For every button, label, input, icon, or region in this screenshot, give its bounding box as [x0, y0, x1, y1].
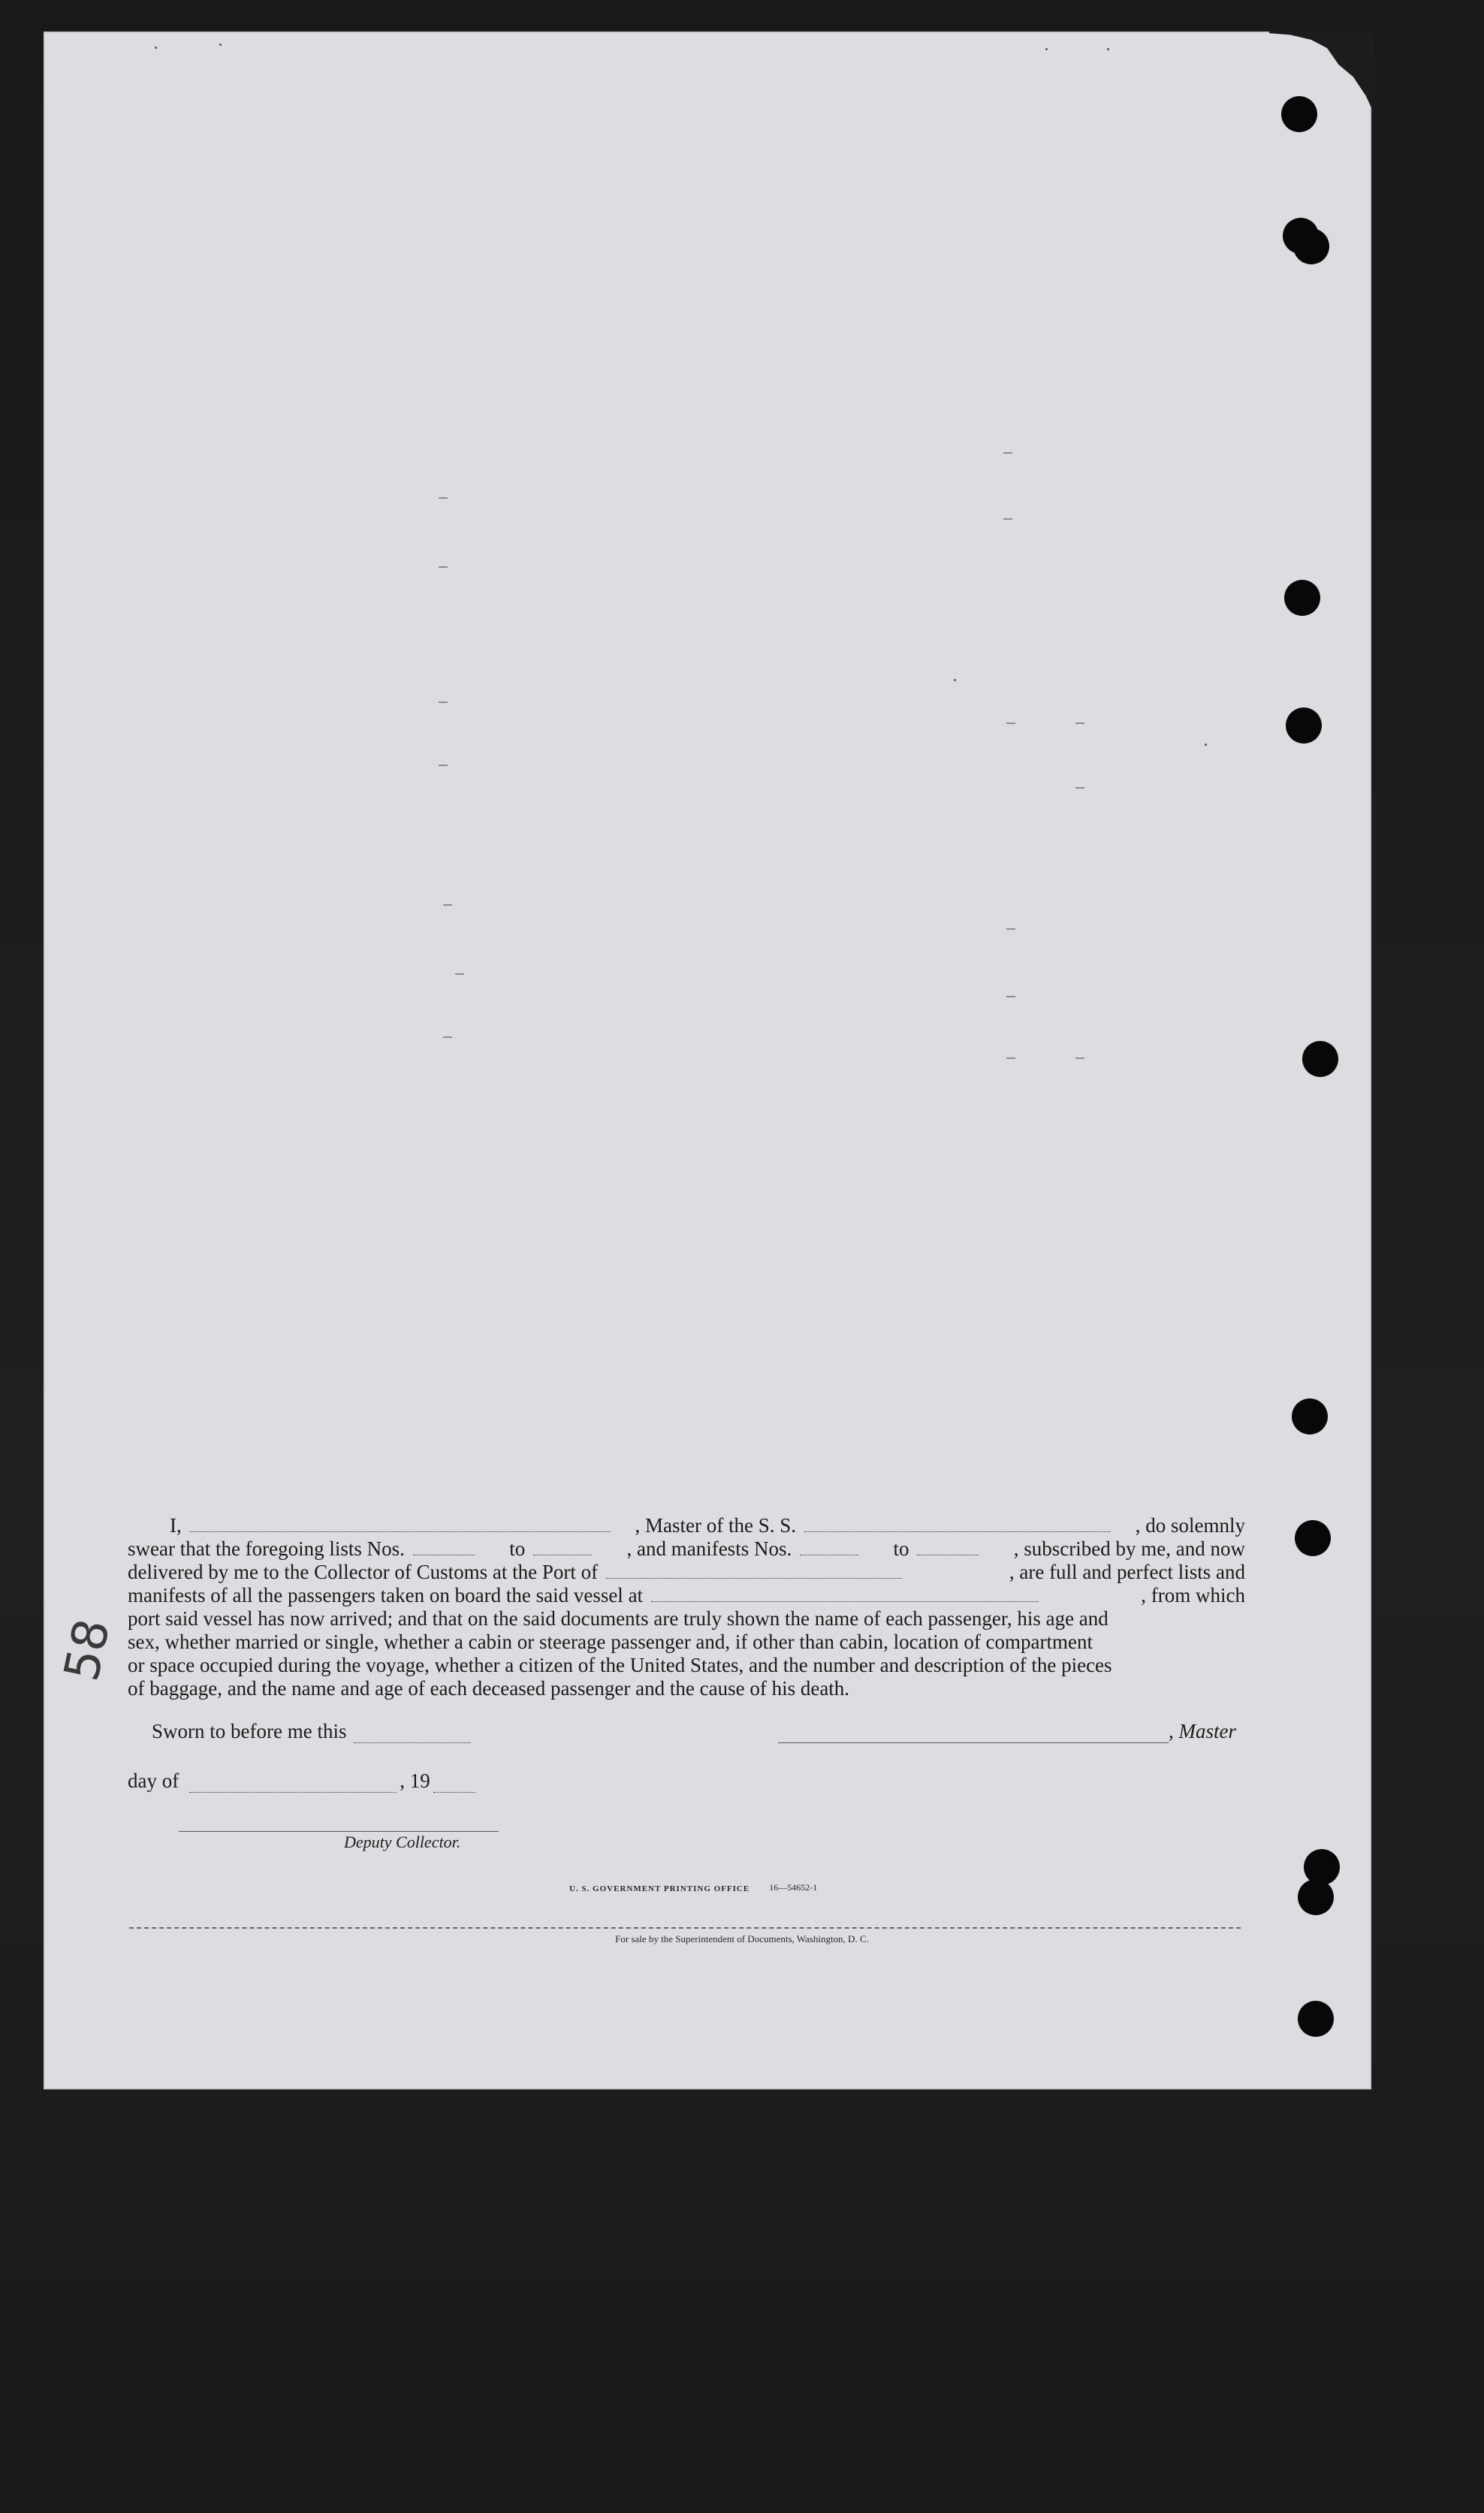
ruling-tick [1003, 452, 1012, 454]
ruling-tick [443, 1036, 452, 1038]
sworn-line [152, 1720, 474, 1743]
sale-notice [0, 1933, 1484, 1945]
oath-text: or space occupied during the voyage, whether a citizen of the United States, and the number and description of the pieces [128, 1654, 1112, 1676]
margin-note-text: 58 [54, 1614, 122, 1686]
ruling-tick [1075, 723, 1084, 724]
sale-notice-text: For sale by the Superintendent of Documents, Washington, D. C. [615, 1933, 869, 1944]
form-number: 16—54652-1 [769, 1882, 818, 1893]
oath-line [128, 1584, 1245, 1607]
oath-text: delivered by me to the Collector of Customs at the Port of [128, 1561, 603, 1583]
ruling-tick [1006, 928, 1015, 930]
master-oath-paragraph [128, 1514, 1245, 1700]
master-label: , Master [1169, 1720, 1236, 1742]
oath-text: , subscribed by me, and now [1013, 1537, 1245, 1560]
manifest-from-blank [800, 1538, 858, 1555]
oath-line [128, 1677, 1245, 1700]
list-to-blank [533, 1538, 592, 1555]
oath-line [128, 1537, 1245, 1561]
dust-speck [954, 679, 956, 681]
oath-line [128, 1514, 1245, 1537]
ruling-tick [1006, 723, 1015, 724]
oath-line [128, 1607, 1245, 1631]
master-signature-line [778, 1720, 1236, 1743]
ruling-tick [443, 904, 452, 906]
ruling-tick [1075, 1057, 1084, 1059]
ruling-tick [439, 701, 448, 703]
oath-text: , from which [1141, 1584, 1245, 1606]
oath-line [128, 1654, 1245, 1677]
ruling-tick [1006, 996, 1015, 997]
punch-hole [1295, 1520, 1331, 1556]
dust-speck [1045, 48, 1048, 50]
oath-text: , are full and perfect lists and [1009, 1561, 1245, 1583]
printing-imprint [569, 1882, 817, 1893]
punch-hole [1293, 228, 1329, 264]
dust-speck [155, 47, 157, 49]
dust-speck [219, 44, 222, 46]
footer-rule [129, 1927, 1241, 1929]
punch-hole [1286, 707, 1322, 744]
sworn-date-blank [354, 1726, 471, 1743]
master-name-blank [190, 1515, 611, 1532]
deputy-signature-blank [179, 1818, 499, 1832]
oath-text: swear that the foregoing lists Nos. [128, 1537, 410, 1560]
ruling-tick [439, 566, 448, 568]
printing-office-text: U. S. GOVERNMENT PRINTING OFFICE [569, 1884, 750, 1893]
dust-speck [1107, 48, 1109, 50]
oath-text: to [893, 1537, 915, 1560]
punch-hole [1298, 1879, 1334, 1915]
oath-text: to [509, 1537, 530, 1560]
ruling-tick [1075, 787, 1084, 789]
departure-port-blank [651, 1585, 1039, 1602]
oath-text: port said vessel has now arrived; and that on the said documents are truly shown the name of each passenger, his age and [128, 1607, 1108, 1630]
punch-hole [1298, 2001, 1334, 2037]
punch-hole [1284, 580, 1320, 616]
manifest-to-blank [917, 1538, 979, 1555]
dust-speck [1205, 744, 1207, 746]
punch-hole [1292, 1398, 1328, 1434]
punch-hole [1302, 1041, 1338, 1077]
ruling-tick [1006, 1057, 1015, 1059]
deputy-label-text: Deputy Collector. [344, 1833, 461, 1851]
oath-text: I, [170, 1514, 187, 1537]
day-label: day of [128, 1769, 179, 1792]
oath-text: , and manifests Nos. [626, 1537, 797, 1560]
oath-text: , Master of the S. S. [635, 1514, 801, 1537]
punch-hole [1281, 96, 1317, 132]
year-blank [433, 1775, 475, 1793]
ruling-tick [439, 765, 448, 766]
master-signature-blank [778, 1729, 1169, 1743]
month-blank [189, 1775, 397, 1793]
oath-text: sex, whether married or single, whether a cabin or steerage passenger and, if other than cabin, location of compartment [128, 1631, 1093, 1653]
port-blank [606, 1561, 902, 1579]
deputy-collector-signature [179, 1818, 499, 1832]
oath-line [128, 1631, 1245, 1654]
ship-name-blank [804, 1515, 1111, 1532]
ruling-tick [1003, 518, 1012, 520]
list-from-blank [413, 1538, 475, 1555]
oath-text: , do solemnly [1135, 1514, 1245, 1537]
year-label: , 19 [400, 1769, 430, 1792]
sworn-label: Sworn to before me this [152, 1720, 347, 1742]
ruling-tick [455, 973, 464, 975]
day-line [128, 1769, 478, 1793]
oath-text: of baggage, and the name and age of each deceased passenger and the cause of his death. [128, 1677, 850, 1700]
deputy-collector-label [344, 1833, 460, 1852]
ruling-tick [439, 497, 448, 499]
oath-text: manifests of all the passengers taken on board the said vessel at [128, 1584, 648, 1606]
oath-line [128, 1561, 1245, 1584]
